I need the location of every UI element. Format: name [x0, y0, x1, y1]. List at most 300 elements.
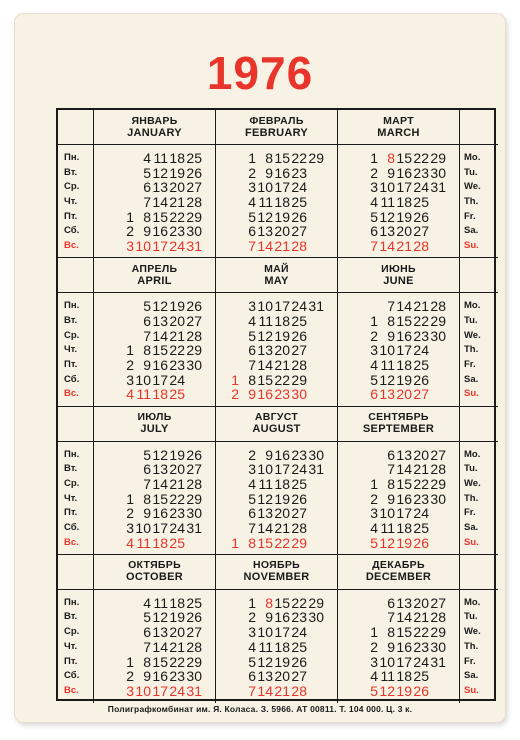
- day-number: 12: [152, 609, 168, 626]
- week-row: [94, 684, 215, 699]
- day-number: 8: [265, 594, 273, 611]
- month-block-april: [94, 258, 216, 406]
- week-row: [216, 477, 337, 492]
- day-number: 23: [169, 668, 185, 685]
- day-number: 20: [169, 624, 185, 641]
- day-number: 12: [257, 327, 273, 344]
- week-row: [338, 387, 459, 402]
- weekday-label-ru: Вс.: [64, 388, 79, 400]
- week-row: [338, 195, 459, 210]
- day-number: 21: [274, 519, 290, 536]
- weekday-label-en: Su.: [464, 240, 479, 252]
- day-number: 20: [274, 342, 290, 359]
- weekday-label-ru: Сб.: [64, 225, 80, 237]
- day-number: 9: [143, 357, 151, 373]
- day-number: 4: [370, 194, 378, 211]
- month-header: [94, 110, 215, 145]
- month-header: [216, 258, 337, 293]
- day-number: 16: [152, 668, 168, 685]
- month-name-ru: ИЮЛЬ: [137, 411, 172, 423]
- day-number: 27: [430, 594, 446, 611]
- day-number: 30: [308, 609, 324, 626]
- day-number: 19: [396, 208, 412, 225]
- day-number: 8: [387, 475, 395, 492]
- day-number: 17: [274, 298, 290, 315]
- week-row: [338, 210, 459, 225]
- day-number: 8: [143, 490, 151, 507]
- day-number: 21: [169, 475, 185, 492]
- day-number: 4: [248, 475, 256, 492]
- day-number: 12: [152, 164, 168, 181]
- weekday-label-en: Tu.: [464, 611, 478, 623]
- day-number: 6: [248, 668, 256, 685]
- day-number: 2: [370, 164, 378, 181]
- day-number: 27: [291, 668, 307, 685]
- weekday-label-ru: Ср.: [64, 477, 80, 489]
- day-number: 7: [387, 609, 395, 626]
- weekday-label-en: Sa.: [464, 373, 479, 385]
- pocket-calendar-card: [15, 14, 505, 722]
- day-number: 31: [186, 682, 202, 699]
- day-number: 18: [274, 475, 290, 492]
- day-number: 31: [430, 179, 446, 196]
- weekday-column-en: [460, 258, 498, 406]
- week-row: [216, 195, 337, 210]
- month-block-december: [338, 555, 460, 703]
- day-number: 28: [430, 609, 446, 626]
- day-number: 9: [387, 327, 395, 344]
- month-name-en: APRIL: [137, 274, 172, 287]
- day-number: 7: [370, 238, 378, 255]
- day-number: 7: [143, 638, 151, 655]
- day-number: 21: [169, 327, 185, 344]
- weekday-label-ru: Пт.: [64, 359, 78, 370]
- week-row: [338, 521, 459, 536]
- month-days: [94, 590, 215, 699]
- day-number: 7: [143, 475, 151, 492]
- day-number: 10: [257, 461, 273, 478]
- day-number: 11: [136, 534, 151, 551]
- day-number: 12: [379, 208, 395, 225]
- day-number: 27: [291, 505, 307, 522]
- weekday-column-header: [460, 110, 498, 145]
- day-number: 26: [413, 208, 429, 225]
- day-number: 17: [396, 342, 412, 359]
- day-number: 27: [186, 461, 202, 478]
- weekday-column-ru: [58, 407, 94, 555]
- day-number: 20: [274, 505, 290, 522]
- day-number: 13: [152, 312, 168, 329]
- day-number: 11: [153, 150, 168, 166]
- month-block-march: [338, 110, 460, 258]
- week-row: [94, 448, 215, 463]
- weekday-label-ru: Сб.: [64, 521, 80, 533]
- day-number: 8: [248, 534, 256, 551]
- weekday-label-ru: Вт.: [64, 166, 78, 178]
- day-number: 22: [274, 534, 290, 551]
- weekday-list-ru: [58, 293, 93, 402]
- day-number: 1: [370, 312, 378, 329]
- day-number: 25: [291, 475, 307, 492]
- day-number: 30: [430, 164, 446, 181]
- day-number: 20: [274, 668, 290, 685]
- month-header: [338, 110, 459, 145]
- day-number: 11: [380, 519, 395, 536]
- weekday-label-en: Fr.: [464, 655, 476, 667]
- day-number: 24: [169, 519, 185, 536]
- day-number: 1: [126, 490, 134, 507]
- day-number: 6: [248, 223, 256, 240]
- day-number: 23: [413, 490, 429, 507]
- day-number: 27: [186, 624, 202, 641]
- month-block-june: [338, 258, 460, 406]
- day-number: 1: [370, 624, 378, 641]
- week-row: [94, 669, 215, 684]
- weekday-label-ru: Пн.: [64, 596, 80, 608]
- month-days: [338, 145, 459, 254]
- weekday-label-en: Mo.: [464, 152, 481, 163]
- weekday-column-header: [460, 258, 498, 293]
- week-row: [216, 314, 337, 329]
- day-number: 24: [413, 505, 429, 522]
- day-number: 31: [308, 461, 324, 478]
- weekday-label-en: Sa.: [464, 521, 479, 533]
- week-row: [338, 462, 459, 477]
- week-row: [338, 625, 459, 640]
- month-header: [216, 407, 337, 442]
- day-number: 12: [152, 298, 168, 315]
- day-number: 14: [152, 194, 168, 211]
- day-number: 29: [430, 475, 446, 492]
- weekday-label-en: Th.: [464, 196, 479, 208]
- weekday-list-en: [460, 145, 498, 254]
- month-days: [338, 293, 459, 402]
- day-number: 27: [413, 223, 429, 240]
- weekday-label-en: Tu.: [464, 314, 478, 326]
- month-name-ru: МАЙ: [264, 262, 289, 275]
- day-number: 17: [396, 505, 412, 522]
- week-row: [216, 239, 337, 254]
- week-row: [216, 299, 337, 314]
- month-days: [94, 145, 215, 254]
- week-row: [338, 655, 459, 670]
- day-number: 30: [430, 490, 446, 507]
- day-number: 19: [169, 298, 185, 315]
- weekday-list-ru: [58, 442, 93, 551]
- day-number: 7: [387, 461, 395, 478]
- week-row: [94, 610, 215, 625]
- day-number: 15: [274, 150, 290, 166]
- month-name-ru: ЯНВАРЬ: [131, 114, 178, 127]
- weekday-label-ru: Вс.: [64, 240, 79, 252]
- day-number: 5: [143, 609, 151, 626]
- week-row: [216, 387, 337, 402]
- day-number: 26: [291, 490, 307, 507]
- day-number: 4: [248, 194, 256, 211]
- month-block-january: [94, 110, 216, 258]
- day-number: 10: [135, 682, 151, 699]
- day-number: 20: [396, 386, 412, 403]
- weekday-label-en: Tu.: [464, 166, 478, 178]
- day-number: 29: [291, 371, 307, 388]
- day-number: 3: [248, 461, 256, 478]
- day-number: 11: [258, 194, 273, 211]
- day-number: 4: [248, 312, 256, 329]
- day-number: 10: [257, 179, 273, 196]
- day-number: 23: [413, 164, 429, 181]
- day-number: 11: [258, 638, 273, 655]
- day-number: 23: [291, 446, 307, 463]
- weekday-label-en: Mo.: [464, 448, 481, 460]
- day-number: 26: [413, 534, 429, 551]
- month-name-en: JANUARY: [127, 126, 182, 139]
- day-number: 2: [126, 357, 134, 373]
- day-number: 28: [291, 357, 307, 373]
- day-number: 31: [430, 653, 446, 670]
- month-header: [338, 407, 459, 442]
- week-row: [94, 358, 215, 373]
- day-number: 25: [413, 519, 429, 536]
- day-number: 6: [387, 594, 395, 611]
- day-number: 11: [380, 357, 395, 373]
- month-block-september: [338, 407, 460, 555]
- day-number: 12: [379, 534, 395, 551]
- day-number: 29: [430, 624, 446, 641]
- month-name-ru: СЕНТЯБРЬ: [368, 411, 429, 423]
- day-number: 18: [152, 386, 168, 403]
- day-number: 14: [379, 238, 395, 255]
- day-number: 24: [291, 461, 307, 478]
- week-row: [216, 655, 337, 670]
- day-number: 1: [248, 150, 256, 166]
- day-number: 11: [380, 668, 395, 685]
- day-number: 13: [396, 446, 412, 463]
- day-number: 8: [143, 208, 151, 225]
- weekday-list-ru: [58, 590, 93, 699]
- day-number: 9: [265, 609, 273, 626]
- weekday-label-ru: Пн.: [64, 448, 80, 460]
- month-days: [216, 293, 337, 402]
- weekday-label-ru: Пт.: [64, 655, 78, 667]
- weekday-column-header: [58, 110, 93, 145]
- day-number: 29: [186, 490, 202, 507]
- week-row: [216, 448, 337, 463]
- month-name-ru: НОЯБРЬ: [252, 559, 301, 572]
- week-row: [94, 343, 215, 358]
- day-number: 16: [396, 164, 412, 181]
- week-row: [338, 640, 459, 655]
- day-number: 7: [143, 194, 151, 211]
- day-number: 26: [291, 653, 307, 670]
- day-number: 23: [169, 505, 185, 522]
- week-row: [338, 224, 459, 239]
- day-number: 6: [370, 386, 378, 403]
- day-number: 16: [152, 357, 168, 373]
- day-number: 6: [143, 461, 151, 478]
- week-row: [94, 596, 215, 611]
- weekday-column-header: [58, 555, 93, 590]
- day-number: 3: [248, 624, 256, 641]
- week-row: [338, 239, 459, 254]
- week-row: [216, 596, 337, 611]
- day-number: 19: [274, 208, 290, 225]
- day-number: 17: [152, 519, 168, 536]
- day-number: 6: [248, 342, 256, 359]
- week-row: [94, 224, 215, 239]
- day-number: 1: [231, 534, 239, 551]
- month-block-november: [216, 555, 338, 703]
- week-row: [216, 640, 337, 655]
- day-number: 16: [152, 223, 168, 240]
- week-row: [216, 343, 337, 358]
- day-number: 5: [143, 446, 151, 463]
- weekday-label-en: Mo.: [464, 300, 481, 312]
- weekday-label-ru: Чт.: [64, 640, 78, 652]
- month-block-july: [94, 407, 216, 555]
- month-header: [94, 555, 215, 590]
- day-number: 20: [396, 223, 412, 240]
- week-row: [338, 166, 459, 181]
- day-number: 17: [396, 653, 412, 670]
- weekday-column-header: [460, 407, 498, 442]
- month-name-en: JULY: [140, 423, 169, 435]
- month-name-en: MARCH: [377, 126, 420, 139]
- day-number: 15: [152, 342, 168, 359]
- day-number: 1: [126, 208, 134, 225]
- month-days: [94, 442, 215, 551]
- day-number: 10: [135, 519, 151, 536]
- day-number: 6: [370, 223, 378, 240]
- day-number: 30: [186, 668, 202, 685]
- day-number: 19: [274, 327, 290, 344]
- day-number: 13: [257, 342, 273, 359]
- day-number: 29: [186, 653, 202, 670]
- month-name-ru: ОКТЯБРЬ: [128, 559, 181, 572]
- day-number: 15: [396, 475, 412, 492]
- day-number: 2: [370, 638, 378, 655]
- day-number: 7: [248, 519, 256, 536]
- day-number: 24: [413, 653, 429, 670]
- day-number: 23: [169, 223, 185, 240]
- day-number: 17: [274, 179, 290, 196]
- weekday-label-ru: Вс.: [64, 536, 79, 548]
- day-number: 29: [308, 150, 324, 166]
- day-number: 30: [186, 357, 202, 373]
- week-row: [338, 506, 459, 521]
- day-number: 12: [152, 446, 168, 463]
- day-number: 10: [379, 653, 395, 670]
- day-number: 22: [413, 475, 429, 492]
- day-number: 14: [396, 298, 412, 315]
- calendar-year: 1976: [206, 47, 314, 99]
- day-number: 29: [308, 594, 324, 611]
- day-number: 19: [169, 446, 185, 463]
- day-number: 10: [257, 624, 273, 641]
- weekday-label-en: Su.: [464, 536, 479, 548]
- weekday-label-en: Sa.: [464, 670, 479, 682]
- week-row: [94, 299, 215, 314]
- month-name-ru: ДЕКАБРЬ: [372, 559, 425, 572]
- day-number: 24: [169, 371, 185, 388]
- month-block-february: [216, 110, 338, 258]
- day-number: 19: [396, 682, 412, 699]
- day-number: 3: [370, 179, 378, 196]
- day-number: 6: [248, 505, 256, 522]
- day-number: 5: [143, 298, 151, 315]
- day-number: 1: [126, 653, 134, 670]
- day-number: 25: [413, 194, 429, 211]
- week-row: [216, 180, 337, 195]
- day-number: 5: [248, 208, 256, 225]
- week-row: [338, 684, 459, 699]
- day-number: 22: [274, 371, 290, 388]
- weekday-label-en: Su.: [464, 388, 479, 400]
- month-name-en: AUGUST: [252, 423, 301, 435]
- weekday-label-en: We.: [464, 626, 481, 638]
- day-number: 18: [152, 534, 168, 551]
- weekday-label-en: Tu.: [464, 463, 478, 475]
- weekday-label-ru: Вт.: [64, 314, 78, 326]
- day-number: 22: [169, 342, 185, 359]
- day-number: 2: [126, 505, 134, 522]
- day-number: 27: [291, 342, 307, 359]
- week-row: [338, 180, 459, 195]
- day-number: 18: [274, 312, 290, 329]
- day-number: 9: [143, 223, 151, 240]
- day-number: 22: [413, 312, 429, 329]
- day-number: 5: [248, 327, 256, 344]
- day-number: 24: [169, 682, 185, 699]
- day-number: 25: [169, 386, 185, 403]
- day-number: 29: [430, 150, 446, 166]
- weekday-column-header: [460, 555, 498, 590]
- day-number: 18: [396, 668, 412, 685]
- day-number: 14: [396, 461, 412, 478]
- week-row: [94, 210, 215, 225]
- day-number: 10: [379, 342, 395, 359]
- week-row: [338, 343, 459, 358]
- month-name-en: FEBRUARY: [244, 126, 309, 139]
- month-days: [338, 590, 459, 699]
- day-number: 22: [291, 150, 307, 166]
- day-number: 26: [291, 327, 307, 344]
- month-name-en: NOVEMBER: [243, 571, 310, 584]
- day-number: 4: [126, 534, 134, 551]
- month-days: [94, 293, 215, 402]
- day-number: 17: [274, 624, 290, 641]
- week-row: [94, 387, 215, 402]
- day-number: 7: [248, 357, 256, 373]
- week-row: [94, 239, 215, 254]
- day-number: 8: [143, 653, 151, 670]
- day-number: 17: [152, 238, 168, 255]
- day-number: 9: [143, 668, 151, 685]
- month-days: [216, 145, 337, 254]
- weekday-label-ru: Чт.: [64, 196, 78, 208]
- week-row: [94, 506, 215, 521]
- week-row: [216, 506, 337, 521]
- day-number: 28: [186, 638, 202, 655]
- day-number: 23: [291, 609, 307, 626]
- day-number: 10: [135, 371, 151, 388]
- day-number: 24: [291, 624, 307, 641]
- month-name-ru: АПРЕЛЬ: [131, 262, 178, 275]
- day-number: 29: [186, 342, 202, 359]
- day-number: 15: [152, 208, 168, 225]
- day-number: 23: [413, 327, 429, 344]
- day-number: 14: [152, 475, 168, 492]
- day-number: 25: [186, 150, 202, 166]
